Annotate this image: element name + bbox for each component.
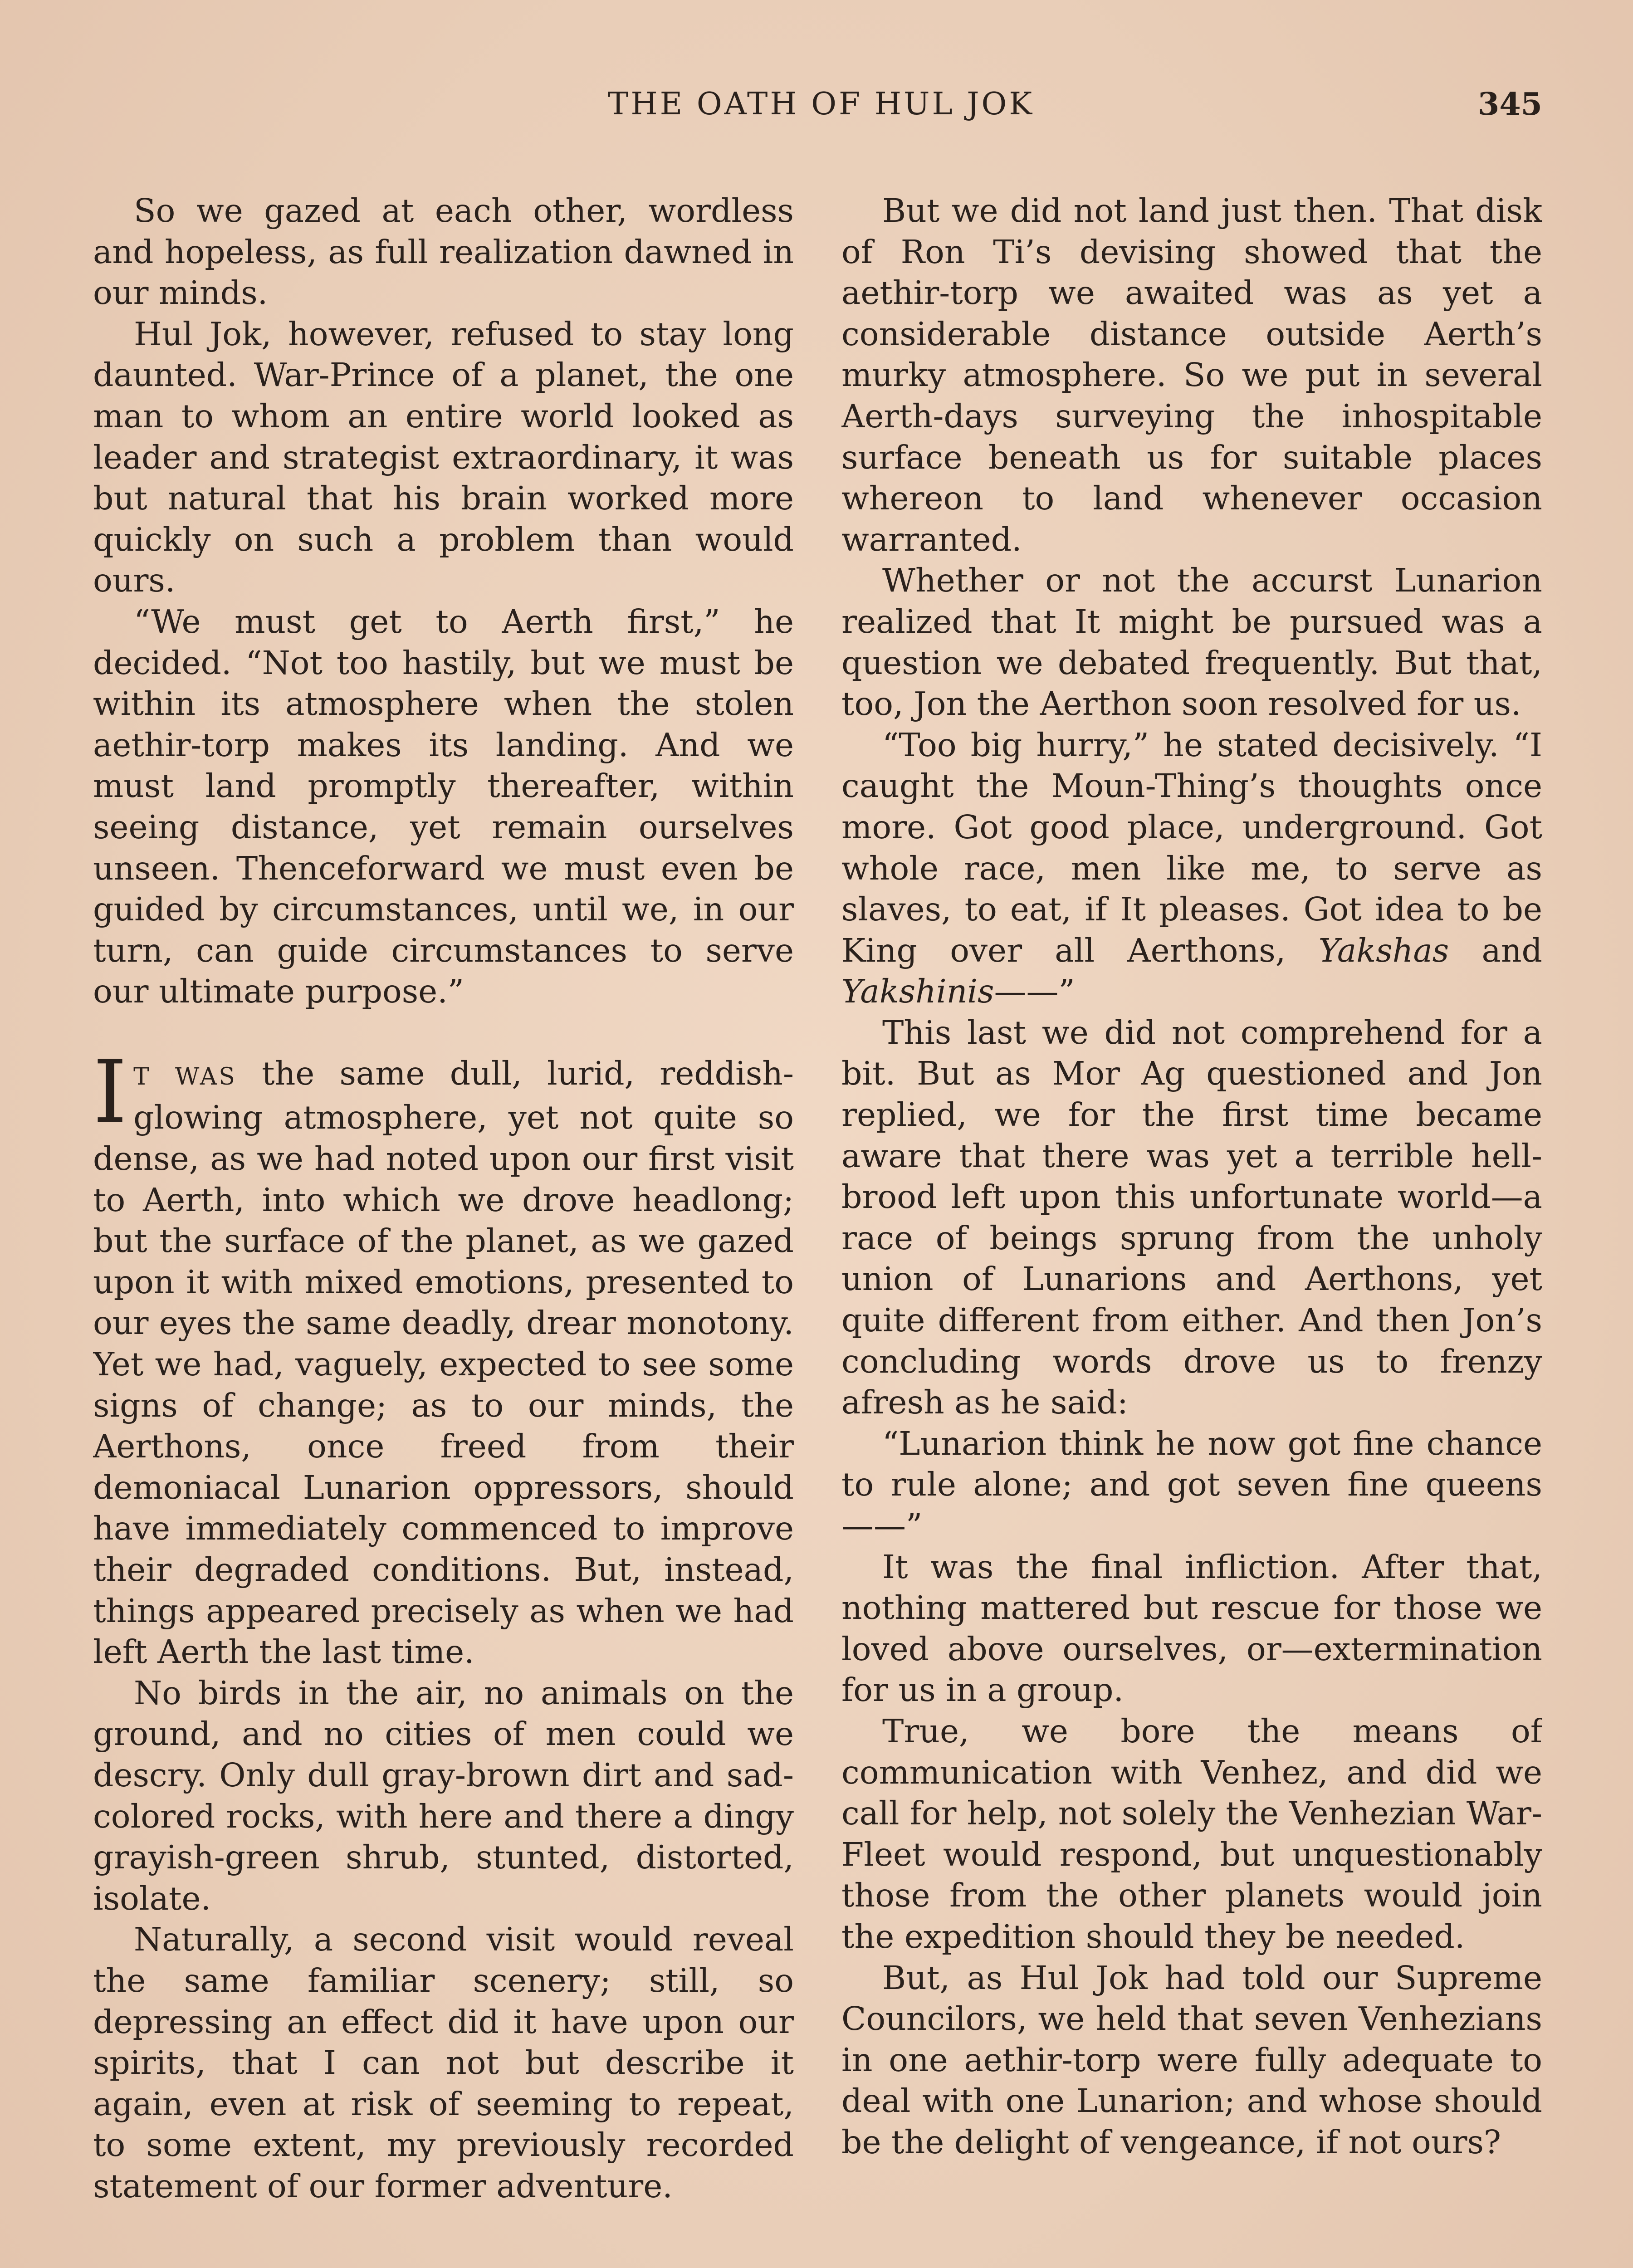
paragraph: Naturally, a second visit would reveal the same familiar scenery; still, so depressing an effect did it have upon our spirits, that I can not but describe it again, even at risk of seeming to repeat, to some extent, my previously recorded statement of our former adventure. (93, 1921, 794, 2205)
paragraph: So we gazed at each other, wordless and hopeless, as full realization dawned in our minds. (93, 192, 794, 312)
left-text-column (93, 191, 794, 2268)
paragraph: Hul Jok, however, refused to stay long daunted. War-Prince of a planet, the one man to whom an entire world looked as leader and strategist extraordinary, it was but natural that his brain worked more quickly on such a problem than would ours. (93, 315, 794, 600)
paragraph-text: “Too big hurry,” he stated decisively. “I caught the Moun-Thing’s thoughts once more. Got good place, underground. Got whole race, men like me, to serve as slaves, to eat, if It pleases. Got idea to be King over all Aerthons, (841, 726, 1542, 969)
section-opening-paragraph (93, 1041, 794, 1673)
paragraph: But we did not land just then. That disk of Ron Ti’s devising showed that the aethir-torp we awaited was as yet a considerable distance outside Aerth’s murky atmosphere. So we put in several Aerth-days surveying the inhospitable surface beneath us for suitable places whereon to land whenever occasion warranted. (841, 192, 1542, 558)
paragraph: This last we did not comprehend for a bit. But as Mor Ag questioned and Jon replied, we for the first time became aware that there was yet a terrible hell-brood left upon this unfortunate world—a race of beings sprung from the unholy union of Lunarions and Aerthons, yet quite different from either. And then Jon’s concluding words drove us to frenzy afresh as he said: (841, 1013, 1542, 1422)
italic-term: Yakshas (1318, 931, 1449, 969)
paragraph: But, as Hul Jok had told our Supreme Councilors, we held that seven Venhezians in one aethir-torp were fully adequate to deal with one Lunarion; and whose should be the delight of vengeance, if not ours? (841, 1959, 1542, 2161)
drop-cap: I (93, 1041, 127, 1142)
page-number: 345 (1478, 86, 1542, 122)
paragraph: “Lunarion think he now got fine chance to rule alone; and got seven fine queens——” (841, 1424, 1542, 1545)
paragraph: No birds in the air, no animals on the ground, and no cities of men could we descry. Only dull gray-brown dirt and sad-colored rocks, with here and there a dingy grayish-green shrub, stunted, distorted, isolate. (93, 1674, 794, 1917)
paragraph-text: ——” (994, 973, 1075, 1011)
running-title: THE OATH OF HUL JOK (607, 86, 1035, 122)
paragraph: It was the final infliction. After that, nothing mattered but rescue for those we loved above ourselves, or—extermination for us in a group. (841, 1548, 1542, 1709)
paragraph-text: and (1449, 931, 1542, 969)
right-text-column (841, 191, 1542, 2268)
paragraph: True, we bore the means of communication with Venhez, and did we call for help, not solely the Venhezian War-Fleet would respond, but unquestionably those from the other planets would join the expedition should they be needed. (841, 1712, 1542, 1955)
italic-term: Yakshinis (841, 973, 994, 1011)
paragraph (841, 725, 1542, 1012)
paragraph-text: the same dull, lurid, reddish-glowing atmosphere, yet not quite so dense, as we had noted upon our first visit to Aerth, into which we drove headlong; but the surface of the planet, as we gazed upon it with mixed emotions, presented to our eyes the same deadly, drear monotony. Yet we had, vaguely, expected to see some signs of change; as to our minds, the Aerthons, once freed from their demoniacal Lunarion oppressors, should have immediately commenced to improve their degraded conditions. But, instead, things appeared precisely as when we had left Aerth the last time. (93, 1054, 794, 1671)
small-caps-lead: T WAS (133, 1063, 237, 1090)
paragraph: “We must get to Aerth first,” he decided. “Not too hastily, but we must be within its atmosphere when the stolen aethir-torp makes its landing. And we must land promptly thereafter, within seeing distance, yet remain ourselves unseen. Thenceforward we must even be guided by circumstances, until we, in our turn, can guide circumstances to serve our ultimate purpose.” (93, 602, 794, 1011)
paragraph: Whether or not the accurst Lunarion realized that It might be pursued was a question we debated frequently. But that, too, Jon the Aerthon soon resolved for us. (841, 562, 1542, 723)
